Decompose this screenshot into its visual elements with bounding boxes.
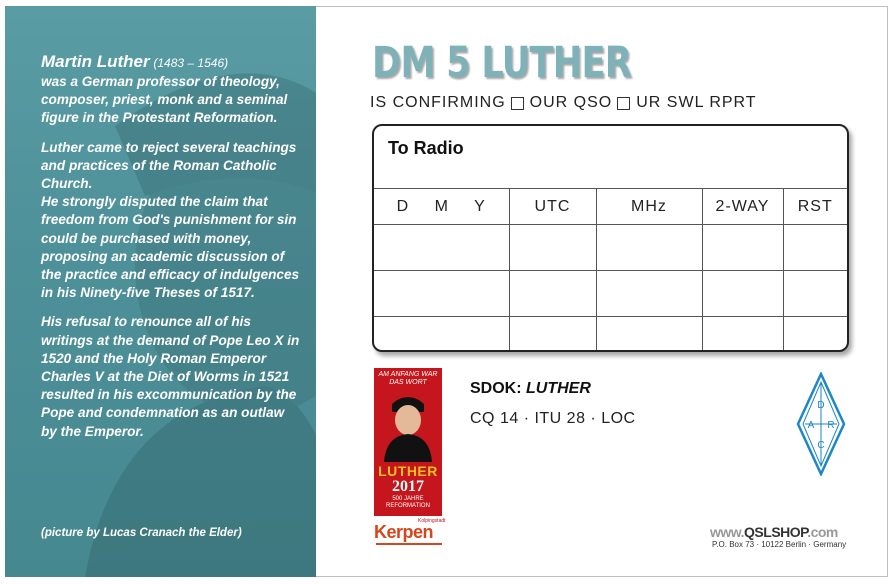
table-cell[interactable] xyxy=(783,225,847,271)
table-cell[interactable] xyxy=(702,317,783,353)
sdok-value: LUTHER xyxy=(526,380,591,397)
bio-para-3: He strongly disputed the claim that freedom from God's punishment for sin could be purchased with money, proposing an academic discussion of the practice and efficacy of indulgences in his Ninety-five Theses of 1517. xyxy=(41,194,300,301)
luther-2017-logo xyxy=(374,368,442,516)
bio-panel xyxy=(5,6,316,577)
qso-details-box xyxy=(372,124,849,352)
table-cell[interactable] xyxy=(596,271,702,317)
callsign: DM 5 LUTHER xyxy=(372,38,632,88)
luther-figure-icon xyxy=(382,390,434,462)
zones-line: CQ 14 · ITU 28 · LOC xyxy=(470,410,636,427)
table-cell[interactable] xyxy=(374,317,509,353)
svg-text:D: D xyxy=(817,400,825,411)
shop-brand: QSLSHOP xyxy=(744,524,808,540)
bio-years: (1483 – 1546) xyxy=(153,56,229,70)
bio-para-4: His refusal to renounce all of his writings at the demand of Pope Leo X in 1520 and the Holy Roman Emperor Charles V at the Diet of Worms in 1521 resulted in his excommunication by the Pope and condemnation as an outlaw by the Emperor. xyxy=(41,314,300,439)
qso-option-label: OUR QSO xyxy=(529,94,613,111)
to-radio-label: To Radio xyxy=(388,138,464,158)
table-cell[interactable] xyxy=(702,225,783,271)
printer-address: P.O. Box 73 · 10122 Berlin · Germany xyxy=(712,540,847,549)
svg-text:C: C xyxy=(817,440,825,451)
town-logo: Kerpen xyxy=(374,522,434,542)
sdok-label: SDOK: xyxy=(470,380,522,397)
logo-motto: AM ANFANG WAR DAS WORT xyxy=(378,371,438,386)
town-prefix: Kolpingstadt xyxy=(418,518,446,524)
confirm-prefix: IS CONFIRMING xyxy=(370,94,506,111)
logo-name: LUTHER xyxy=(378,463,438,479)
bio-para-2: Luther came to reject several teachings and practices of the Roman Catholic Church. xyxy=(41,139,297,192)
table-row xyxy=(374,271,847,317)
qso-table xyxy=(374,188,847,352)
table-cell[interactable] xyxy=(509,225,596,271)
table-cell[interactable] xyxy=(374,271,509,317)
table-row xyxy=(374,317,847,353)
bio-intro: was a German professor of theology, composer, priest, monk and a seminal figure in the Protestant Reformation. xyxy=(41,74,288,126)
column-header-rst: RST xyxy=(783,189,847,225)
column-header-mhz: MHz xyxy=(596,189,702,225)
town-underline xyxy=(376,543,442,545)
table-cell[interactable] xyxy=(509,271,596,317)
picture-credit: (picture by Lucas Cranach the Elder) xyxy=(41,527,242,539)
table-cell[interactable] xyxy=(783,317,847,353)
column-header-date: D M Y xyxy=(374,189,509,225)
swl-option-label: UR SWL RPRT xyxy=(636,94,757,111)
table-cell[interactable] xyxy=(374,225,509,271)
table-cell[interactable] xyxy=(783,271,847,317)
qso-checkbox[interactable] xyxy=(511,97,524,110)
shop-prefix: www. xyxy=(710,524,745,540)
swl-checkbox[interactable] xyxy=(617,97,630,110)
column-header-utc: UTC xyxy=(509,189,596,225)
table-cell[interactable] xyxy=(596,225,702,271)
column-header-2way: 2-WAY xyxy=(702,189,783,225)
svg-text:A: A xyxy=(807,420,815,431)
svg-text:R: R xyxy=(827,420,835,431)
shop-suffix: .com xyxy=(807,524,838,540)
logo-year: 2017 xyxy=(392,478,424,495)
table-row xyxy=(374,225,847,271)
table-cell[interactable] xyxy=(596,317,702,353)
darc-diamond-logo xyxy=(796,372,846,476)
bio-name: Martin Luther xyxy=(41,52,150,71)
confirm-line xyxy=(370,94,757,112)
table-cell[interactable] xyxy=(702,271,783,317)
logo-subtitle: 500 JAHRE REFORMATION xyxy=(386,496,430,509)
printer-brand xyxy=(710,524,838,540)
table-cell[interactable] xyxy=(509,317,596,353)
sdok-line xyxy=(470,380,591,398)
